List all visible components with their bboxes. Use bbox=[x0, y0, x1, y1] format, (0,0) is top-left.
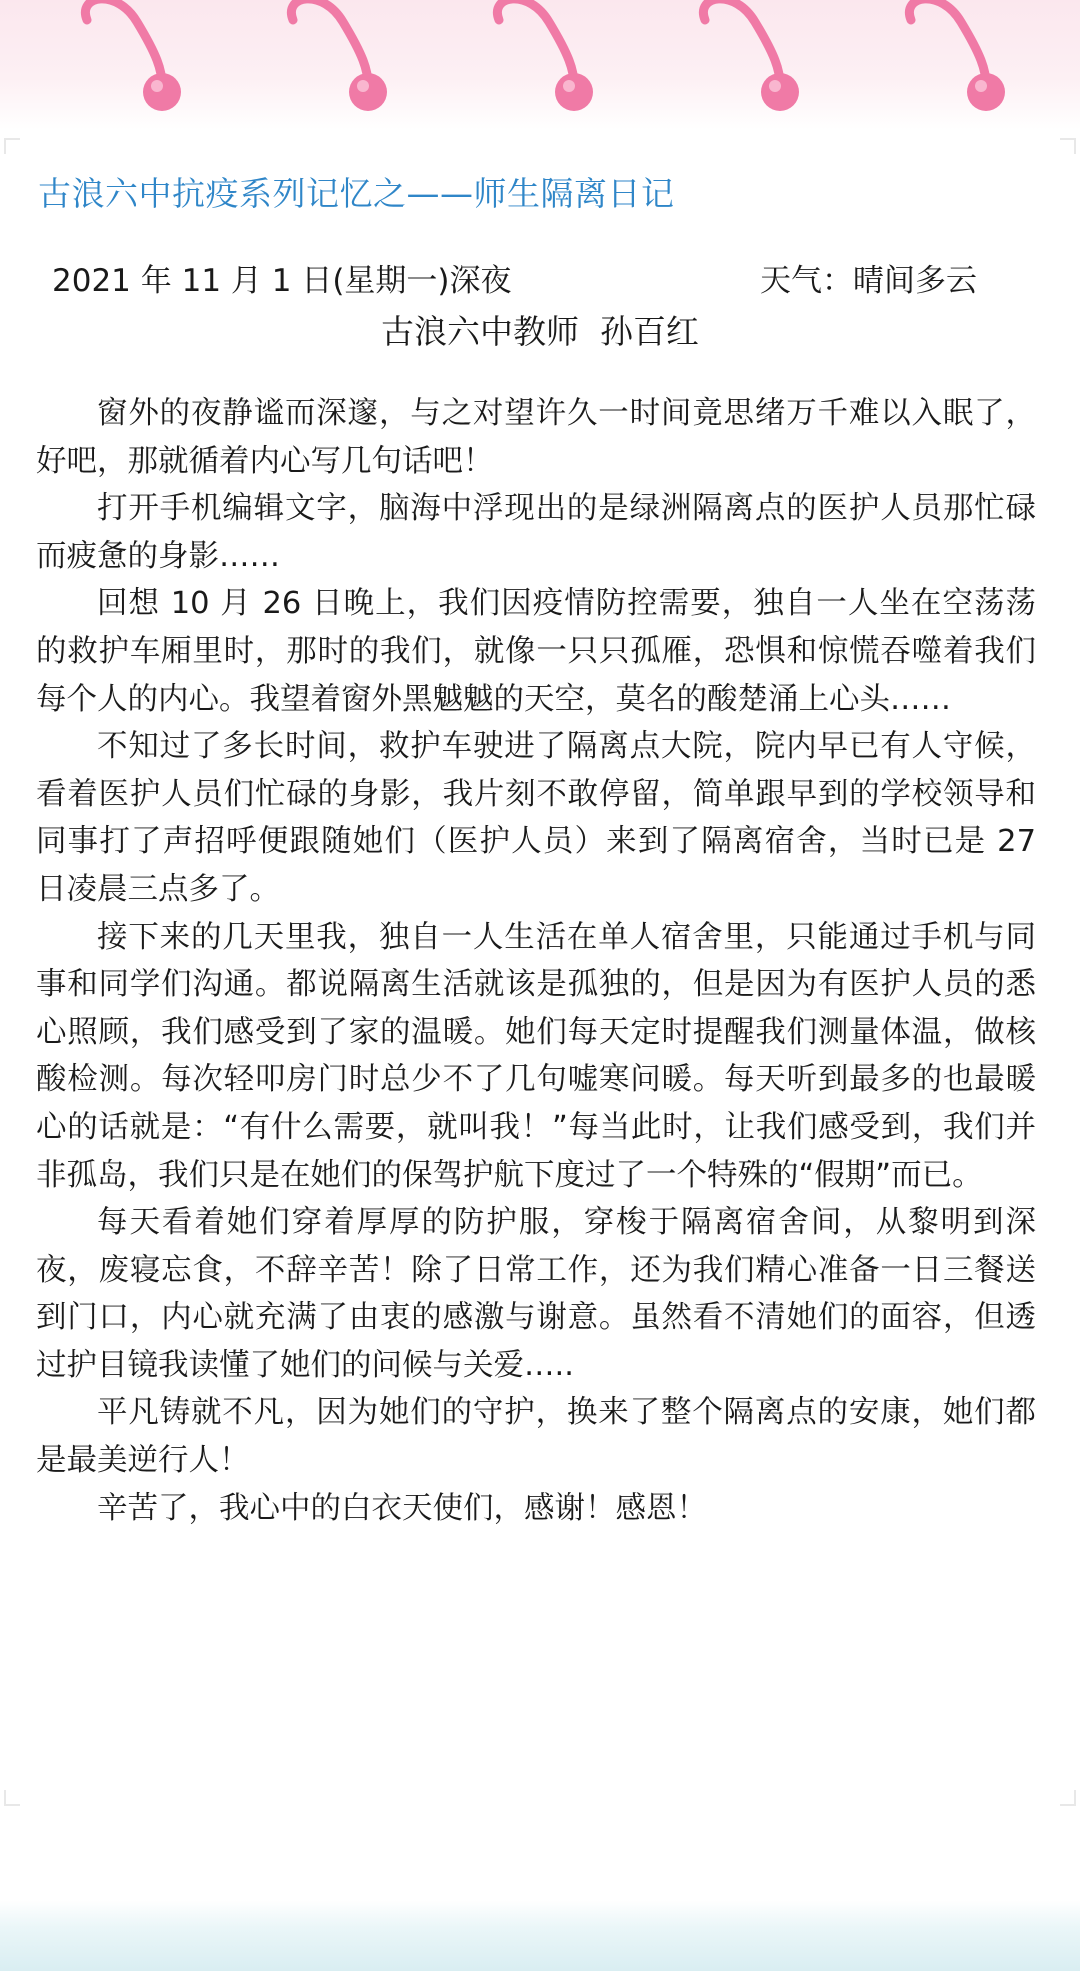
series-title: 古浪六中抗疫系列记忆之——师生隔离日记 bbox=[38, 174, 675, 213]
diary-paragraph: 回想 10 月 26 日晚上，我们因疫情防控需要，独自一人坐在空荡荡的救护车厢里时，那时的我们，就像一只只孤雁，恐惧和惊慌吞噬着我们每个人的内心。我望着窗外黑魆魆的天空，莫名的酸楚涌上心头…… bbox=[36, 586, 1036, 717]
notebook-ring-icon bbox=[497, 0, 593, 111]
diary-author: 古浪六中教师 孙百红 bbox=[381, 312, 699, 351]
diary-body bbox=[36, 390, 1036, 1532]
corner-mark bbox=[4, 1790, 20, 1806]
diary-paragraph: 接下来的几天里我，独自一人生活在单人宿舍里，只能通过手机与同事和同学们沟通。都说隔离生活就该是孤独的，但是因为有医护人员的悉心照顾，我们感受到了家的温暖。她们每天定时提醒我们测量体温，做核酸检测。每次轻叩房门时总少不了几句嘘寒问暖。每天听到最多的也最暖心的话就是：“有什么需要，就叫我！”每当此时，让我们感受到，我们并非孤岛，我们只是在她们的保驾护航下度过了一个特殊的“假期”而已。 bbox=[36, 919, 1036, 1193]
diary-paragraph: 不知过了多长时间，救护车驶进了隔离点大院，院内早已有人守候，看着医护人员们忙碌的身影，我片刻不敢停留，简单跟早到的学校领导和同事打了声招呼便跟随她们（医护人员）来到了隔离宿舍，当时已是 27 日凌晨三点多了。 bbox=[36, 729, 1036, 907]
diary-date: 2021 年 11 月 1 日(星期一)深夜 bbox=[52, 263, 512, 299]
diary-paragraph: 每天看着她们穿着厚厚的防护服，穿梭于隔离宿舍间，从黎明到深夜，废寝忘食，不辞辛苦！除了日常工作，还为我们精心准备一日三餐送到门口，内心就充满了由衷的感激与谢意。虽然看不清她们的面容，但透过护目镜我读懂了她们的问候与关爱….. bbox=[36, 1205, 1036, 1383]
notebook-ring-icon bbox=[703, 0, 799, 111]
diary-paragraph: 窗外的夜静谧而深邃，与之对望许久一时间竟思绪万千难以入眠了，好吧，那就循着内心写几句话吧！ bbox=[36, 396, 1036, 479]
diary-paragraph: 辛苦了，我心中的白衣天使们，感谢！感恩！ bbox=[97, 1490, 707, 1526]
corner-mark bbox=[1060, 1790, 1076, 1806]
notebook-ring-icon bbox=[291, 0, 387, 111]
notebook-rings bbox=[0, 0, 1080, 140]
diary-paragraph: 打开手机编辑文字，脑海中浮现出的是绿洲隔离点的医护人员那忙碌而疲惫的身影…… bbox=[36, 491, 1036, 574]
notebook-bottom-strip bbox=[0, 1900, 1080, 1971]
notebook-ring-icon bbox=[85, 0, 181, 111]
notebook-ring-icon bbox=[909, 0, 1005, 111]
diary-weather: 天气：晴间多云 bbox=[760, 263, 977, 299]
corner-mark bbox=[4, 138, 20, 154]
corner-mark bbox=[1060, 138, 1076, 154]
diary-paragraph: 平凡铸就不凡，因为她们的守护，换来了整个隔离点的安康，她们都是最美逆行人！ bbox=[36, 1395, 1036, 1479]
